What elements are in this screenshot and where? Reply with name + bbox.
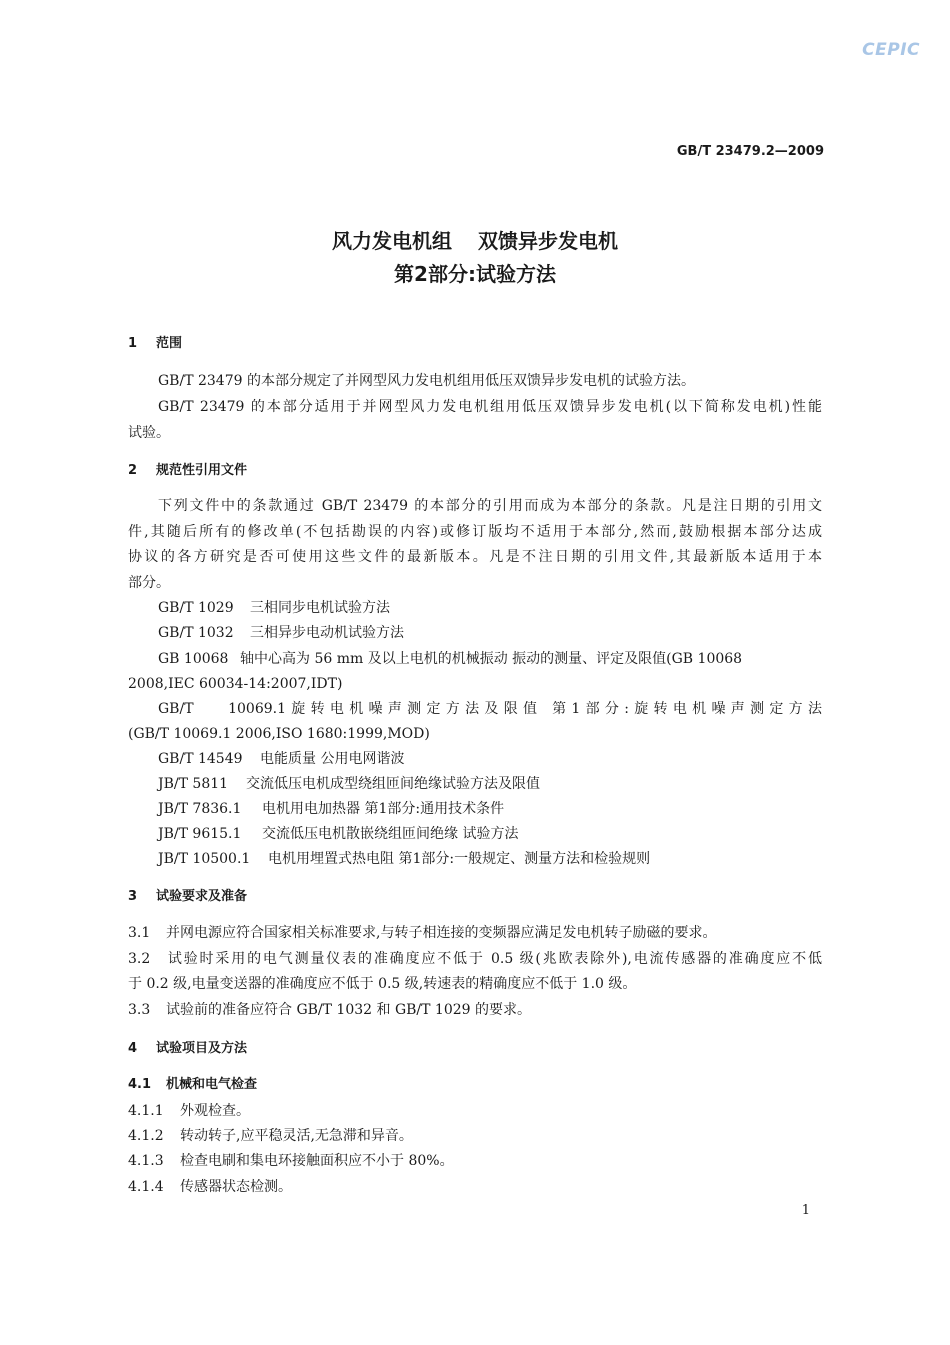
- title-part1: 风力发电机组: [332, 229, 452, 253]
- page-number: 1: [801, 1203, 810, 1218]
- clause-text: 并网电源应符合国家相关标准要求,与转子相连接的变频器应满足发电机转子励磁的要求。: [166, 925, 717, 941]
- section-3-number: 3: [128, 889, 138, 904]
- clause-4-1-1: [128, 1102, 250, 1120]
- reference-title: 交流低压电机散嵌绕组匝间绝缘 试验方法: [262, 826, 519, 842]
- clause-4-1-4: [128, 1178, 292, 1196]
- clause-3-2-continuation: 于 0.2 级,电量变送器的准确度应不低于 0.5 级,转速表的精确度应不低于 1.0 级。: [128, 976, 637, 992]
- reference-title: 三相异步电动机试验方法: [250, 625, 404, 641]
- reference-title: 电机用埋置式热电阻 第1部分:一般规定、测量方法和检验规则: [268, 851, 651, 867]
- clause-number: 4.1.2: [128, 1128, 164, 1144]
- section-2-paragraph-line-3: 协议的各方研究是否可使用这些文件的最新版本。凡是不注日期的引用文件,其最新版本适用于本: [128, 549, 822, 565]
- section-1-title: 范围: [156, 336, 183, 351]
- clause-4-1-3: [128, 1152, 454, 1170]
- section-2-number: 2: [128, 463, 138, 478]
- reference-title: 交流低压电机成型绕组匝间绝缘试验方法及限值: [246, 776, 540, 792]
- reference-code: JB/T 5811: [158, 776, 229, 792]
- reference-title: 轴中心高为 56 mm 及以上电机的机械振动 振动的测量、评定及限值(GB 10068: [240, 651, 743, 667]
- section-2-heading: [128, 462, 247, 480]
- section-4-heading: [128, 1040, 247, 1058]
- section-4-number: 4: [128, 1041, 138, 1056]
- reference-continuation: (GB/T 10069.1 2006,ISO 1680:1999,MOD): [128, 726, 430, 742]
- section-2-title: 规范性引用文件: [156, 463, 248, 478]
- reference-title: 电能质量 公用电网谐波: [260, 751, 405, 767]
- reference-code: GB 10068: [158, 651, 229, 667]
- clause-number: 3.1: [128, 925, 151, 941]
- clause-number: 4.1.4: [128, 1179, 164, 1195]
- reference-item: [158, 800, 504, 818]
- section-1-paragraph-2-line-1: GB/T 23479 的本部分适用于并网型风力发电机组用低压双馈异步发电机(以下简称发电机)性能: [158, 399, 822, 415]
- section-2-paragraph-line-1: 下列文件中的条款通过 GB/T 23479 的本部分的引用而成为本部分的条款。凡是注日期的引用文: [158, 498, 822, 514]
- reference-item: [158, 750, 404, 768]
- document-title-line2: 第2部分:试验方法: [394, 262, 556, 286]
- title-part2: 双馈异步发电机: [478, 229, 618, 253]
- section-1-paragraph-2-line-2: 试验。: [128, 425, 170, 441]
- clause-text: 检查电刷和集电环接触面积应不小于 80%。: [180, 1153, 454, 1169]
- reference-code: GB/T 1032: [158, 625, 234, 641]
- reference-item: [158, 775, 540, 793]
- subsection-title: 机械和电气检查: [166, 1077, 258, 1092]
- reference-code: JB/T 10500.1: [158, 851, 251, 867]
- section-4-title: 试验项目及方法: [156, 1041, 248, 1056]
- reference-continuation: 2008,IEC 60034-14:2007,IDT): [128, 676, 343, 692]
- reference-item: [158, 624, 404, 642]
- reference-title: 三相同步电机试验方法: [250, 600, 390, 616]
- reference-code: JB/T 9615.1: [158, 826, 242, 842]
- reference-code: GB/T 14549: [158, 751, 243, 767]
- subsection-4-1-heading: [128, 1076, 257, 1094]
- reference-item: [158, 825, 518, 843]
- section-3-title: 试验要求及准备: [156, 889, 248, 904]
- clause-number: 3.3: [128, 1002, 151, 1018]
- clause-3-3: [128, 1001, 531, 1019]
- reference-item: [158, 700, 822, 718]
- cepic-watermark: CEPIC: [862, 40, 920, 60]
- section-1-heading: [128, 335, 182, 353]
- clause-3-1: [128, 924, 716, 942]
- clause-number: 4.1.1: [128, 1103, 164, 1119]
- document-title-line1: [0, 225, 950, 254]
- clause-text: 外观检查。: [180, 1103, 250, 1119]
- reference-code: GB/T 1029: [158, 600, 234, 616]
- clause-3-2: [128, 950, 822, 968]
- section-2-paragraph-line-4: 部分。: [128, 575, 170, 591]
- clause-4-1-2: [128, 1127, 413, 1145]
- clause-number: 3.2: [128, 951, 151, 967]
- section-2-paragraph-line-2: 件,其随后所有的修改单(不包括勘误的内容)或修订版均不适用于本部分,然而,鼓励根据本部分达成: [128, 524, 822, 540]
- clause-text: 传感器状态检测。: [180, 1179, 292, 1195]
- clause-text: 转动转子,应平稳灵活,无急滞和异音。: [180, 1128, 413, 1144]
- reference-title: 旋转电机噪声测定方法及限值 第1部分:旋转电机噪声测定方法: [286, 701, 822, 717]
- section-1-number: 1: [128, 336, 138, 351]
- reference-item: [158, 599, 390, 617]
- reference-item: [158, 850, 650, 868]
- reference-title: 电机用电加热器 第1部分:通用技术条件: [262, 801, 505, 817]
- section-3-heading: [128, 888, 247, 906]
- subsection-number: 4.1: [128, 1077, 152, 1092]
- section-1-paragraph-1: GB/T 23479 的本部分规定了并网型风力发电机组用低压双馈异步发电机的试验方法。: [158, 373, 695, 389]
- reference-code: JB/T 7836.1: [158, 801, 242, 817]
- reference-code: GB/T 10069.1: [158, 701, 286, 717]
- standard-number: GB/T 23479.2—2009: [676, 144, 824, 159]
- clause-text: 试验前的准备应符合 GB/T 1032 和 GB/T 1029 的要求。: [166, 1002, 532, 1018]
- clause-number: 4.1.3: [128, 1153, 164, 1169]
- reference-item: [158, 650, 822, 668]
- clause-text: 试验时采用的电气测量仪表的准确度应不低于 0.5 级(兆欧表除外),电流传感器的准确度应不低: [166, 951, 822, 967]
